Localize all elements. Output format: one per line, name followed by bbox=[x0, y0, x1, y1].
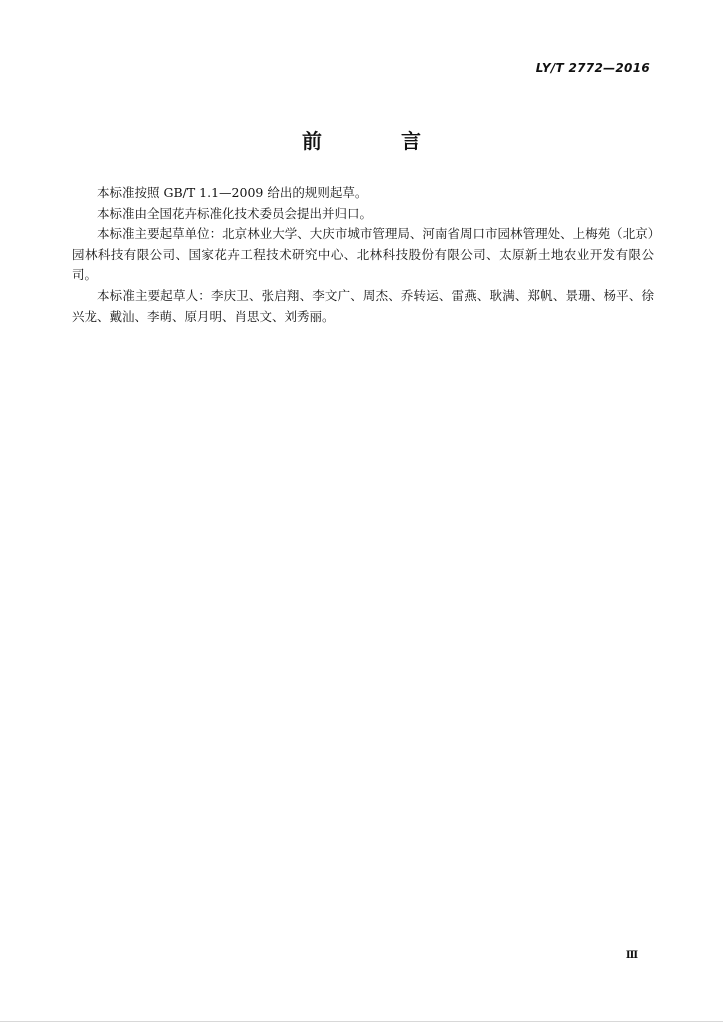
page-title: 前 言 bbox=[302, 129, 457, 153]
foreword-body bbox=[72, 183, 654, 327]
paragraph-drafting-rules: 本标准按照 GB/T 1.1—2009 给出的规则起草。 bbox=[97, 185, 368, 200]
bottom-divider bbox=[0, 1021, 723, 1022]
paragraph-drafting-units: 本标准主要起草单位：北京林业大学、大庆市城市管理局、河南省周口市园林管理处、上梅苑（北京）园林科技有限公司、国家花卉工程技术研究中心、北林科技股份有限公司、太原新土地农业开发有限公司。 bbox=[72, 226, 654, 283]
paragraph-drafters: 本标准主要起草人：李庆卫、张启翔、李文广、周杰、乔转运、雷燕、耿满、郑帆、景珊、杨平、徐兴龙、戴汕、李萌、原月明、肖思文、刘秀丽。 bbox=[72, 287, 654, 324]
paragraph-proposer: 本标准由全国花卉标准化技术委员会提出并归口。 bbox=[97, 205, 373, 221]
standard-code: LY/T 2772—2016 bbox=[535, 61, 650, 75]
page-number: Ⅲ bbox=[625, 950, 638, 961]
